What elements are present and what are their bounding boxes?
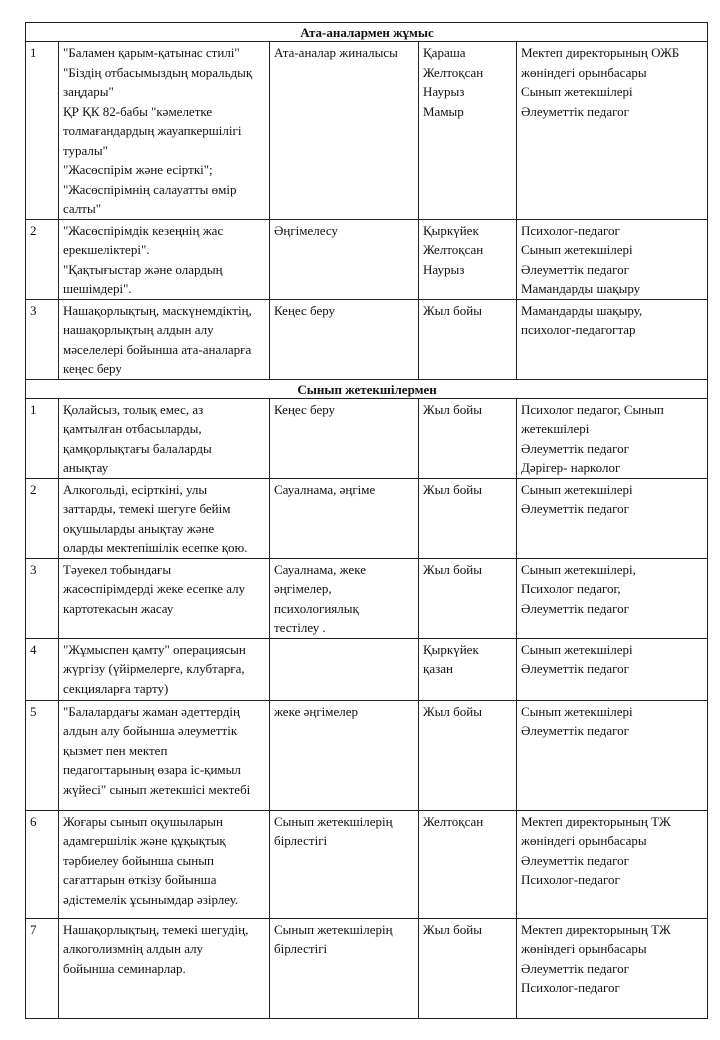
topic-cell xyxy=(59,638,270,700)
responsible-cell-line: Психолог-педагог xyxy=(521,872,620,887)
topic-cell-line: бойынша семинарлар. xyxy=(63,960,186,976)
responsible-cell-line: Мектеп директорының ТЖ xyxy=(521,813,671,829)
section-header-row xyxy=(26,23,708,42)
topic-cell xyxy=(59,299,270,379)
time-cell-line: Жыл бойы xyxy=(423,561,482,577)
topic-cell xyxy=(59,558,270,638)
form-cell-line: Әңгімелесу xyxy=(274,222,338,238)
topic-cell-line: қызмет пен мектеп xyxy=(63,742,168,758)
row-number: 2 xyxy=(26,219,59,299)
topic-cell-line: жүйесі" сынып жетекшісі мектебі xyxy=(63,781,251,797)
time-cell-line: Желтоқсан xyxy=(423,242,484,257)
time-cell xyxy=(419,558,517,638)
responsible-cell-line: Әлеуметтік педагог xyxy=(521,261,629,277)
topic-cell-line: салты" xyxy=(63,201,102,216)
topic-cell-line: нашақорлықтың алдын алу xyxy=(63,322,214,337)
topic-cell-line: әдістемелік ұсынымдар әзірлеу. xyxy=(63,891,239,907)
responsible-cell-line: психолог-педагогтар xyxy=(521,322,636,337)
topic-cell-line: қамтылған отбасыларды, xyxy=(63,421,202,436)
topic-cell-line: адамгершілік және құқықтық xyxy=(63,833,226,848)
responsible-cell-line: Дәрігер- нарколог xyxy=(521,460,621,475)
topic-cell-line: "Жасөспірімдік кезеңнің жас xyxy=(63,222,224,238)
responsible-cell-line: Сынып жетекшілері, xyxy=(521,561,636,577)
form-cell-line: психологиялық xyxy=(274,600,359,616)
topic-cell xyxy=(59,478,270,558)
topic-cell-line: Қолайсыз, толық емес, аз xyxy=(63,401,204,417)
time-cell xyxy=(419,42,517,220)
time-cell-line: Наурыз xyxy=(423,261,465,277)
topic-cell-line: мәселелері бойынша ата-аналарға xyxy=(63,341,252,357)
section-title: Ата-аналармен жұмыс xyxy=(26,23,708,42)
row-number: 1 xyxy=(26,398,59,478)
responsible-cell-line: Әлеуметтік педагог xyxy=(521,600,629,616)
row-number: 4 xyxy=(26,638,59,700)
time-cell xyxy=(419,398,517,478)
responsible-cell-line: Мектеп директорының ТЖ xyxy=(521,921,671,937)
time-cell xyxy=(419,918,517,1018)
topic-cell-line: оқушыларды анықтау және xyxy=(63,520,215,536)
work-plan-table xyxy=(25,22,708,1019)
topic-cell-line: ҚР ҚК 82-бабы "кәмелетке xyxy=(63,103,213,119)
responsible-cell-line: Әлеуметтік педагог xyxy=(521,852,629,868)
responsible-cell xyxy=(517,810,708,918)
responsible-cell-line: Сынып жетекшілері xyxy=(521,703,633,719)
time-cell-line: Жыл бойы xyxy=(423,703,482,719)
responsible-cell-line: Әлеуметтік педагог xyxy=(521,960,629,976)
responsible-cell-line: жөніндегі орынбасары xyxy=(521,64,647,80)
time-cell-line: Жыл бойы xyxy=(423,302,482,318)
topic-cell-line: "Балалардағы жаман әдеттердің xyxy=(63,703,240,719)
table-row xyxy=(26,398,708,478)
time-cell-line: Жыл бойы xyxy=(423,481,482,497)
responsible-cell-line: жөніндегі орынбасары xyxy=(521,941,647,956)
form-cell xyxy=(270,219,419,299)
topic-cell-line: "Жасөспірім және есірткі"; xyxy=(63,162,213,177)
topic-cell-line: жүргізу (үйірмелерге, клубтарға, xyxy=(63,661,245,676)
topic-cell xyxy=(59,219,270,299)
time-cell xyxy=(419,810,517,918)
table-row xyxy=(26,810,708,918)
form-cell xyxy=(270,700,419,810)
responsible-cell-line: Психолог педагог, xyxy=(521,581,621,596)
responsible-cell-line: Әлеуметтік педагог xyxy=(521,103,629,119)
form-cell xyxy=(270,478,419,558)
topic-cell xyxy=(59,918,270,1018)
topic-cell-line: Жоғары сынып оқушыларын xyxy=(63,813,223,829)
time-cell-line: қазан xyxy=(423,661,453,676)
responsible-cell-line: Сынып жетекшілері xyxy=(521,481,633,497)
topic-cell-line: тәрбиелеу бойынша сынып xyxy=(63,852,214,868)
topic-cell xyxy=(59,700,270,810)
row-number: 3 xyxy=(26,299,59,379)
topic-cell-line: кеңес беру xyxy=(63,361,122,376)
table-row xyxy=(26,299,708,379)
topic-cell-line: Тәуекел тобындағы xyxy=(63,561,172,577)
topic-cell-line: алкоголизмнің алдын алу xyxy=(63,941,204,956)
topic-cell-line: Нашақорлықтың, маскүнемдіктің, xyxy=(63,302,252,318)
form-cell xyxy=(270,299,419,379)
responsible-cell-line: Әлеуметтік педагог xyxy=(521,723,629,738)
form-cell-line: Ата-аналар жиналысы xyxy=(274,45,398,60)
responsible-cell xyxy=(517,638,708,700)
responsible-cell xyxy=(517,478,708,558)
topic-cell-line: толмағандардың жауапкершілігі xyxy=(63,123,242,138)
row-number: 5 xyxy=(26,700,59,810)
topic-cell xyxy=(59,810,270,918)
responsible-cell-line: Мамандарды шақыру xyxy=(521,281,641,296)
responsible-cell xyxy=(517,299,708,379)
responsible-cell xyxy=(517,42,708,220)
topic-cell-line: оларды мектепішілік есепке қою. xyxy=(63,540,248,555)
responsible-cell-line: жөніндегі орынбасары xyxy=(521,833,647,848)
time-cell-line: Жыл бойы xyxy=(423,921,482,937)
form-cell xyxy=(270,398,419,478)
form-cell-line: Сауалнама, жеке xyxy=(274,561,366,577)
table-row xyxy=(26,219,708,299)
responsible-cell-line: жетекшілері xyxy=(521,421,590,436)
row-number: 7 xyxy=(26,918,59,1018)
time-cell xyxy=(419,638,517,700)
responsible-cell xyxy=(517,700,708,810)
time-cell-line: Мамыр xyxy=(423,103,464,119)
form-cell xyxy=(270,638,419,700)
time-cell xyxy=(419,700,517,810)
topic-cell-line: қамқорлықтағы балаларды xyxy=(63,440,212,456)
topic-cell-line: "Біздің отбасымыздың моральдық xyxy=(63,64,253,80)
topic-cell-line: сағаттарын өткізу бойынша xyxy=(63,872,217,887)
responsible-cell xyxy=(517,398,708,478)
responsible-cell xyxy=(517,219,708,299)
form-cell-line: Кеңес беру xyxy=(274,302,336,318)
topic-cell-line: "Баламен қарым-қатынас стилі" xyxy=(63,45,240,60)
row-number: 2 xyxy=(26,478,59,558)
row-number: 6 xyxy=(26,810,59,918)
section-header-row xyxy=(26,379,708,398)
time-cell xyxy=(419,478,517,558)
responsible-cell-line: Сынып жетекшілері xyxy=(521,242,633,257)
form-cell xyxy=(270,918,419,1018)
form-cell-line: әңгімелер, xyxy=(274,581,332,596)
responsible-cell-line: Психолог-педагог xyxy=(521,980,620,995)
topic-cell-line: жасөспірімдерді жеке есепке алу xyxy=(63,581,246,596)
row-number: 1 xyxy=(26,42,59,220)
topic-cell-line: анықтау xyxy=(63,460,109,475)
topic-cell xyxy=(59,398,270,478)
responsible-cell-line: Мамандарды шақыру, xyxy=(521,302,643,318)
responsible-cell-line: Психолог-педагог xyxy=(521,222,620,238)
time-cell xyxy=(419,299,517,379)
responsible-cell-line: Сынып жетекшілері xyxy=(521,84,633,99)
responsible-cell-line: Әлеуметтік педагог xyxy=(521,661,629,676)
topic-cell-line: педагогтарының өзара іс-қимыл xyxy=(63,762,241,777)
time-cell-line: Наурыз xyxy=(423,84,465,99)
form-cell xyxy=(270,42,419,220)
topic-cell-line: Алкогольді, есірткіні, улы xyxy=(63,481,208,497)
row-number: 3 xyxy=(26,558,59,638)
table-row xyxy=(26,558,708,638)
responsible-cell-line: Мектеп директорының ОЖБ xyxy=(521,45,680,60)
topic-cell-line: картотекасын жасау xyxy=(63,600,174,616)
responsible-cell-line: Сынып жетекшілері xyxy=(521,641,633,657)
topic-cell-line: заңдары" xyxy=(63,84,114,99)
table-row xyxy=(26,638,708,700)
topic-cell-line: "Жұмыспен қамту" операциясын xyxy=(63,641,246,657)
form-cell xyxy=(270,558,419,638)
form-cell xyxy=(270,810,419,918)
topic-cell-line: заттарды, темекі шегуге бейім xyxy=(63,501,231,516)
work-plan-body xyxy=(26,23,708,1019)
form-cell-line: бірлестігі xyxy=(274,941,328,956)
topic-cell-line: туралы" xyxy=(63,142,108,158)
responsible-cell-line: Әлеуметтік педагог xyxy=(521,501,629,516)
topic-cell-line: ерекшеліктері". xyxy=(63,242,150,257)
topic-cell-line: шешімдері". xyxy=(63,281,132,296)
table-row xyxy=(26,478,708,558)
time-cell-line: Қараша xyxy=(423,45,466,60)
time-cell-line: Желтоқсан xyxy=(423,64,484,80)
form-cell-line: Кеңес беру xyxy=(274,401,336,417)
form-cell-line: жеке әңгімелер xyxy=(274,703,359,719)
form-cell-line: Сауалнама, әңгіме xyxy=(274,481,376,497)
section-title: Сынып жетекшілермен xyxy=(26,379,708,398)
topic-cell-line: Нашақорлықтың, темекі шегудің, xyxy=(63,921,249,937)
form-cell-line: тестілеу . xyxy=(274,620,326,635)
table-row xyxy=(26,918,708,1018)
responsible-cell-line: Психолог педагог, Сынып xyxy=(521,401,664,417)
time-cell-line: Жыл бойы xyxy=(423,401,482,417)
topic-cell-line: алдын алу бойынша әлеуметтік xyxy=(63,723,238,738)
time-cell-line: Қыркүйек xyxy=(423,641,479,657)
responsible-cell xyxy=(517,558,708,638)
table-row xyxy=(26,42,708,220)
time-cell-line: Желтоқсан xyxy=(423,813,484,829)
time-cell-line: Қыркүйек xyxy=(423,222,479,238)
table-row xyxy=(26,700,708,810)
topic-cell-line: "Қақтығыстар және олардың xyxy=(63,261,223,277)
responsible-cell xyxy=(517,918,708,1018)
form-cell-line: Сынып жетекшілерің xyxy=(274,813,393,829)
form-cell-line: Сынып жетекшілерің xyxy=(274,921,393,937)
form-cell-line: бірлестігі xyxy=(274,833,328,848)
time-cell xyxy=(419,219,517,299)
topic-cell xyxy=(59,42,270,220)
topic-cell-line: секцияларға тарту) xyxy=(63,680,169,696)
responsible-cell-line: Әлеуметтік педагог xyxy=(521,440,629,456)
topic-cell-line: "Жасөспірімнің салауатты өмір xyxy=(63,181,237,197)
